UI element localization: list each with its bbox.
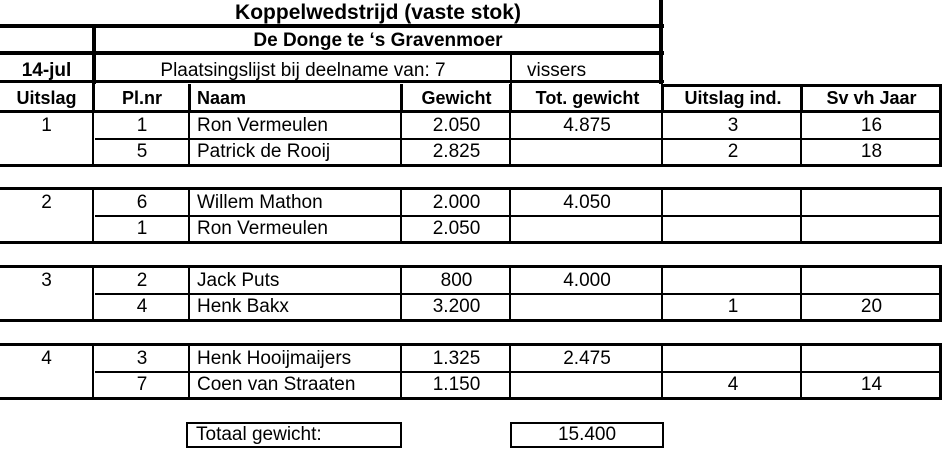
cell-naam: Patrick de Rooij [197, 141, 331, 162]
column-header-uitslag: Uitslag [16, 87, 77, 108]
grid-line [92, 190, 94, 242]
cell-uitslag-ind: 1 [727, 296, 739, 317]
grid-line [661, 346, 663, 398]
grid-line [95, 215, 942, 217]
cell-plnr: 1 [136, 218, 148, 239]
grid-line [400, 346, 402, 398]
grid-line [939, 113, 942, 165]
grid-line [400, 190, 402, 242]
cell-tot-gewicht: 2.475 [563, 348, 611, 369]
cell-gewicht: 2.050 [432, 218, 481, 239]
cell-gewicht: 1.150 [432, 374, 481, 395]
total-weight-label: Totaal gewicht: [186, 422, 402, 448]
header-rule [92, 26, 96, 84]
grid-line [661, 268, 663, 320]
grid-line [939, 346, 942, 398]
grid-line [95, 371, 942, 373]
column-header-rule [92, 84, 95, 112]
column-header-rule [188, 84, 191, 112]
column-header-uitslag-ind: Uitslag ind. [684, 87, 782, 108]
cell-plnr: 1 [136, 115, 148, 136]
cell-tot-gewicht: 4.000 [563, 270, 611, 291]
grid-line [400, 113, 402, 165]
cell-plnr: 5 [136, 141, 148, 162]
cell-naam: Willem Mathon [197, 192, 323, 213]
cell-uitslag: 4 [41, 348, 52, 369]
grid-line [188, 190, 190, 242]
cell-naam: Ron Vermeulen [197, 218, 328, 239]
cell-naam: Henk Hooijmaijers [197, 348, 352, 369]
grid-line [95, 293, 942, 295]
cell-sv-vh-jaar [803, 190, 940, 216]
header-rule [0, 80, 664, 83]
cell-gewicht: 3.200 [432, 296, 481, 317]
column-header-rule [509, 84, 512, 112]
cell-gewicht: 800 [440, 270, 473, 291]
cell-uitslag: 2 [41, 192, 52, 213]
cell-tot-gewicht: 4.875 [563, 115, 611, 136]
participants-unit: vissers [527, 59, 587, 81]
total-weight-value: 15.400 [510, 422, 664, 448]
grid-line [800, 346, 802, 398]
location-label: De Donge te ‘s Gravenmoer [253, 30, 503, 51]
column-header-rule [661, 84, 664, 112]
cell-uitslag-ind [665, 346, 801, 372]
grid-line [95, 138, 942, 140]
grid-line [509, 346, 511, 398]
date-label: 14-jul [21, 59, 72, 81]
cell-sv-vh-jaar [803, 216, 940, 242]
cell-gewicht: 2.050 [432, 115, 481, 136]
cell-naam: Henk Bakx [197, 296, 289, 317]
cell-gewicht: 2.000 [432, 192, 481, 213]
cell-uitslag-ind: 2 [727, 141, 739, 162]
column-header-naam: Naam [197, 87, 247, 108]
grid-line [509, 268, 511, 320]
grid-line [939, 268, 942, 320]
grid-line [800, 190, 802, 242]
cell-sv-vh-jaar [803, 346, 940, 372]
grid-line [939, 190, 942, 242]
cell-uitslag: 3 [41, 270, 52, 291]
header-rule [659, 0, 663, 84]
column-header-tot-gewicht: Tot. gewicht [535, 87, 640, 108]
cell-uitslag-ind [665, 216, 801, 242]
column-header-rule [664, 84, 942, 87]
grid-line [188, 113, 190, 165]
cell-tot-gewicht: 4.050 [563, 192, 611, 213]
grid-line [92, 113, 94, 165]
cell-plnr: 2 [136, 270, 148, 291]
cell-plnr: 4 [136, 296, 148, 317]
cell-naam: Ron Vermeulen [197, 115, 328, 136]
column-header-plnr: Pl.nr [121, 87, 162, 108]
cell-sv-vh-jaar: 14 [860, 374, 883, 395]
grid-line [509, 113, 511, 165]
grid-line [661, 113, 663, 165]
cell-sv-vh-jaar: 20 [860, 296, 883, 317]
grid-line [661, 190, 663, 242]
cell-uitslag-ind [665, 190, 801, 216]
cell-gewicht: 2.825 [432, 141, 481, 162]
cell-naam: Coen van Straaten [197, 374, 356, 395]
grid-line [800, 113, 802, 165]
cell-sv-vh-jaar: 16 [860, 115, 883, 136]
cell-uitslag-ind: 4 [727, 374, 739, 395]
grid-line [188, 346, 190, 398]
column-header-gewicht: Gewicht [421, 87, 492, 108]
grid-line [400, 268, 402, 320]
grid-line [188, 268, 190, 320]
cell-sv-vh-jaar [803, 268, 940, 294]
header-rule [0, 24, 664, 28]
cell-naam: Jack Puts [197, 270, 280, 291]
cell-uitslag: 1 [41, 115, 52, 136]
cell-plnr: 7 [136, 374, 148, 395]
column-header-rule [400, 84, 403, 112]
cell-plnr: 3 [136, 348, 148, 369]
header-rule [510, 54, 512, 84]
ranking-label: Plaatsingslijst bij deelname van: 7 [160, 59, 446, 81]
column-header-sv-vh-jaar: Sv vh Jaar [826, 87, 917, 108]
header-rule [0, 51, 664, 55]
cell-sv-vh-jaar: 18 [860, 141, 883, 162]
grid-line [92, 268, 94, 320]
grid-line [509, 190, 511, 242]
cell-plnr: 6 [136, 192, 148, 213]
column-header-rule [939, 84, 942, 112]
column-header-rule [800, 84, 803, 112]
cell-gewicht: 1.325 [432, 348, 481, 369]
grid-line [800, 268, 802, 320]
page-title: Koppelwedstrijd (vaste stok) [235, 1, 521, 24]
cell-uitslag-ind: 3 [727, 115, 739, 136]
grid-line [92, 346, 94, 398]
cell-uitslag-ind [665, 268, 801, 294]
